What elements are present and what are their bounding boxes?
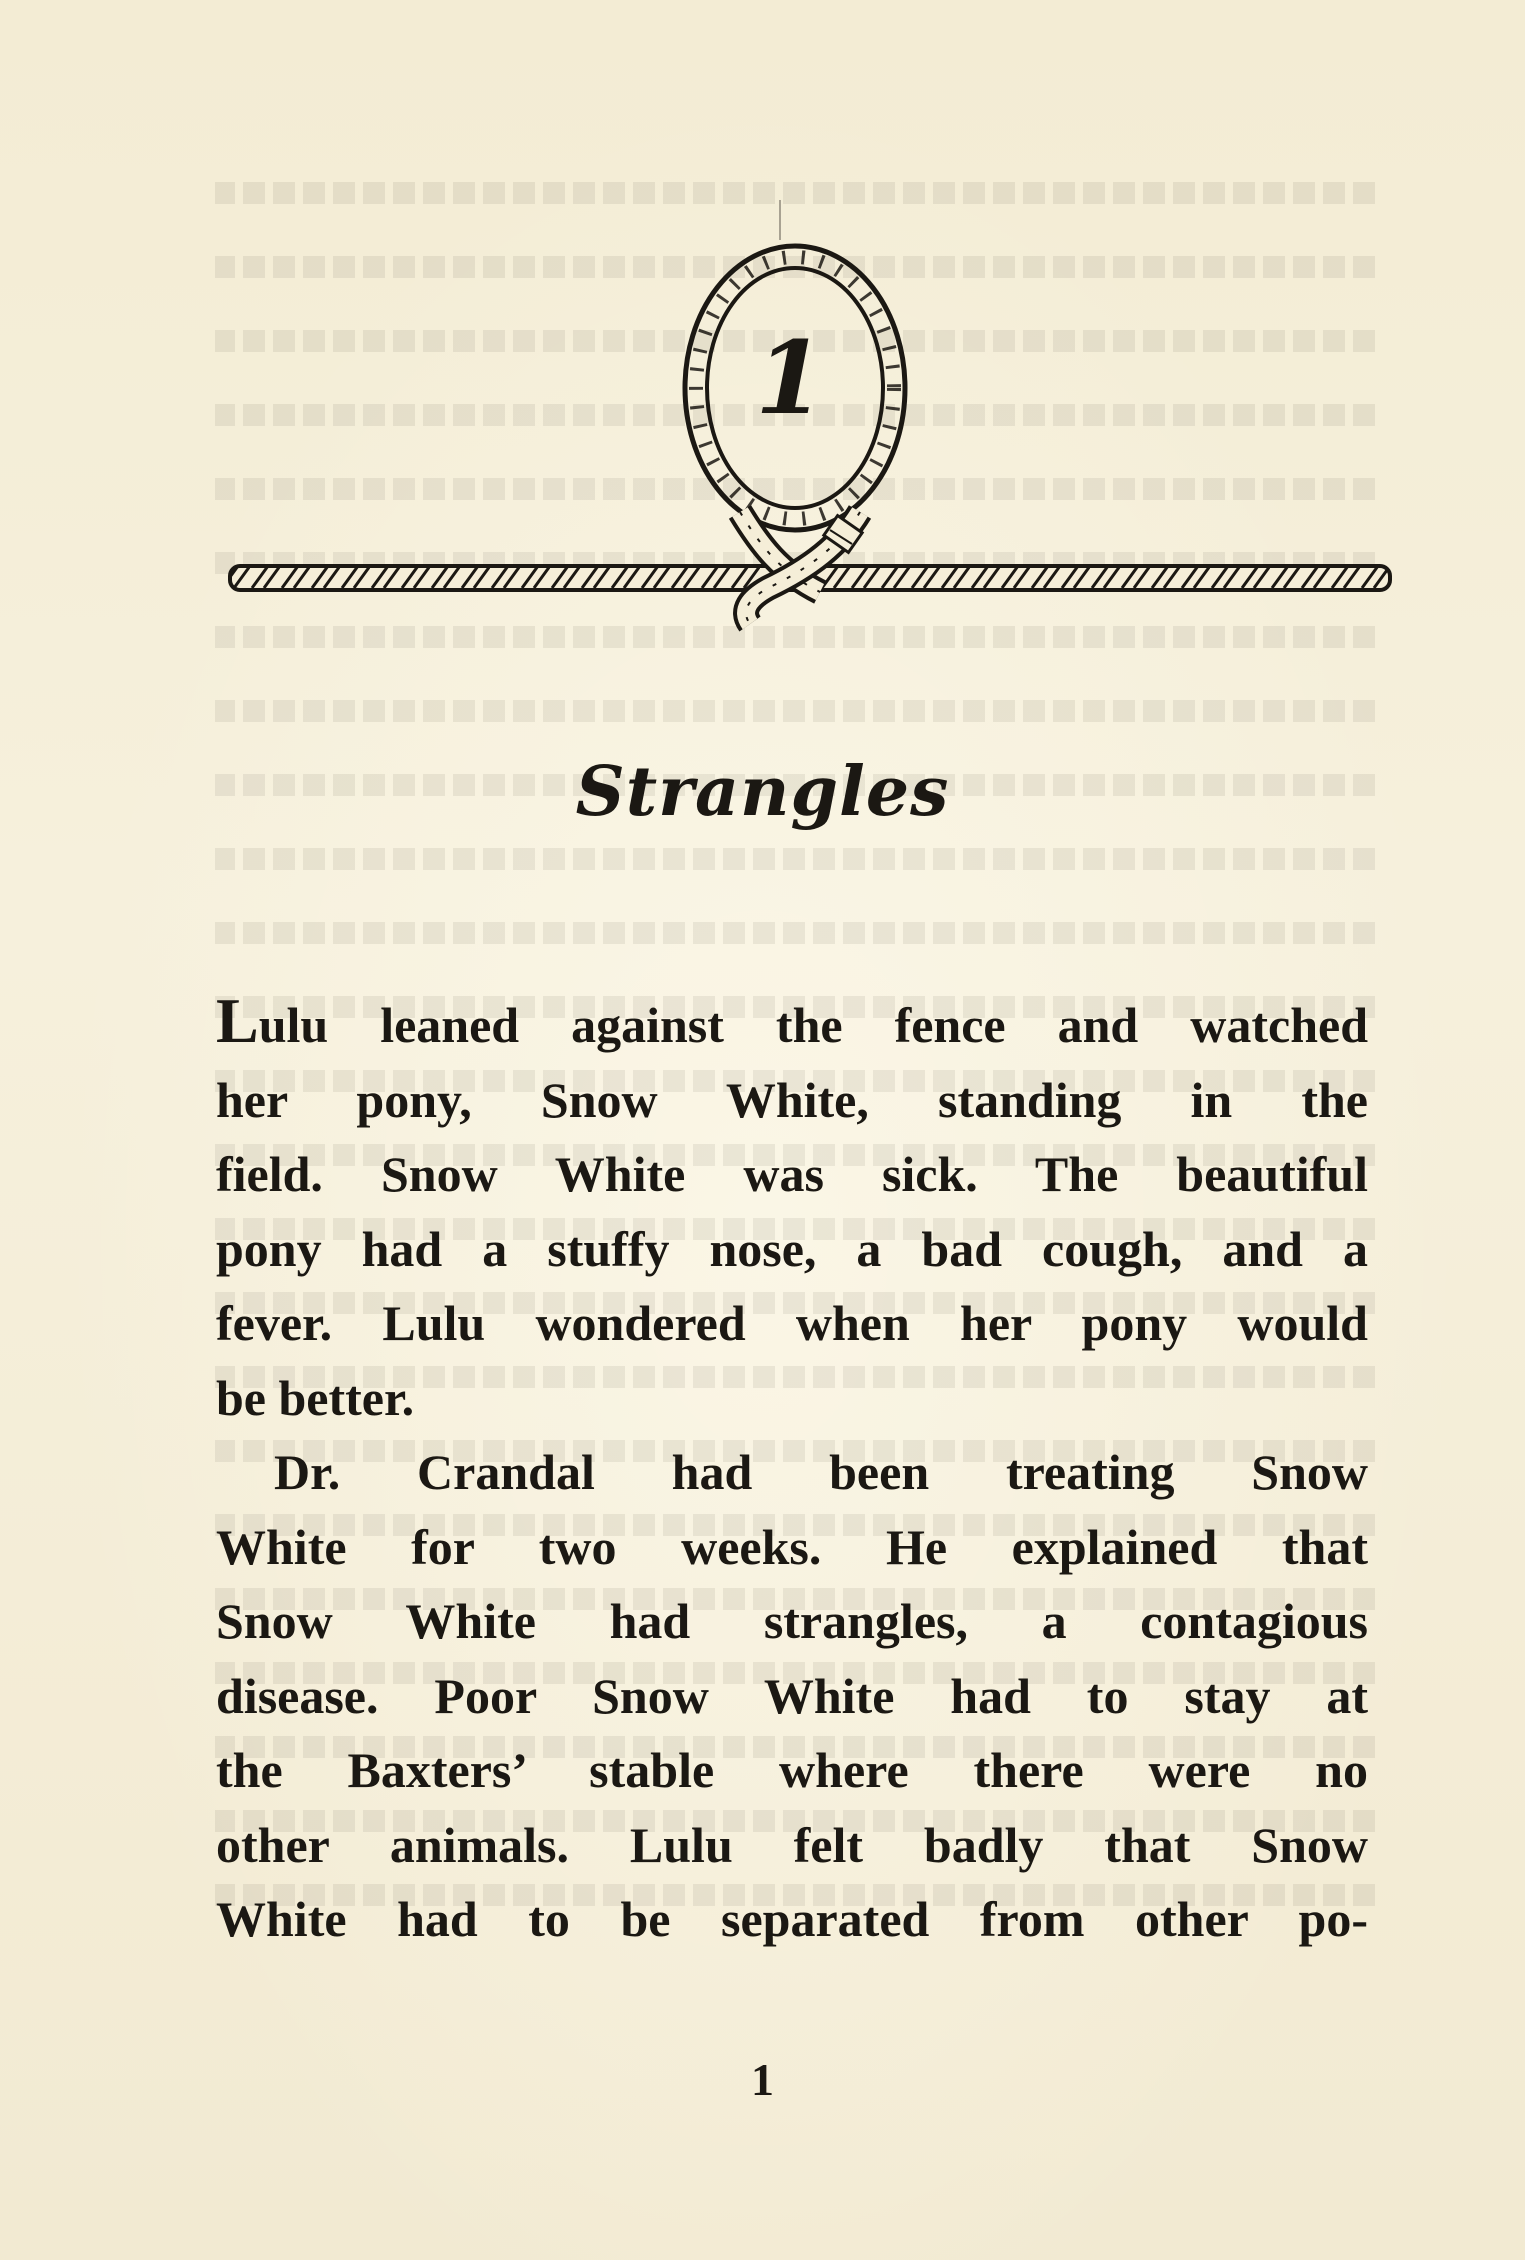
initial-letter: L	[216, 985, 259, 1056]
text-line: disease. Poor Snow White had to stay at	[216, 1667, 1368, 1724]
text-line: White had to be separated from other po-	[216, 1891, 1368, 1947]
text-line: Dr. Crandal had been treating Snow	[274, 1444, 1368, 1500]
chapter-title: Strangles	[575, 752, 950, 832]
text-line: her pony, Snow White, standing in the	[216, 1071, 1368, 1128]
text-line: be better.	[216, 1369, 415, 1426]
text-line: pony had a stuffy nose, a bad cough, and a	[216, 1220, 1368, 1277]
text-line: field. Snow White was sick. The beautiful	[216, 1146, 1368, 1202]
page-number: 1	[751, 2054, 774, 2105]
text-line: White for two weeks. He explained that	[216, 1518, 1368, 1575]
text-line: Snow White had strangles, a contagious	[216, 1593, 1368, 1649]
chapter-body	[216, 985, 1368, 1957]
text-line: other animals. Lulu felt badly that Snow	[216, 1816, 1368, 1873]
text-line: the Baxters’ stable where there were no	[216, 1742, 1368, 1798]
text-line: Lulu leaned against the fence and watched	[216, 985, 1368, 1056]
text-line: fever. Lulu wondered when her pony would	[216, 1295, 1368, 1351]
chapter-number: 1	[755, 319, 825, 437]
